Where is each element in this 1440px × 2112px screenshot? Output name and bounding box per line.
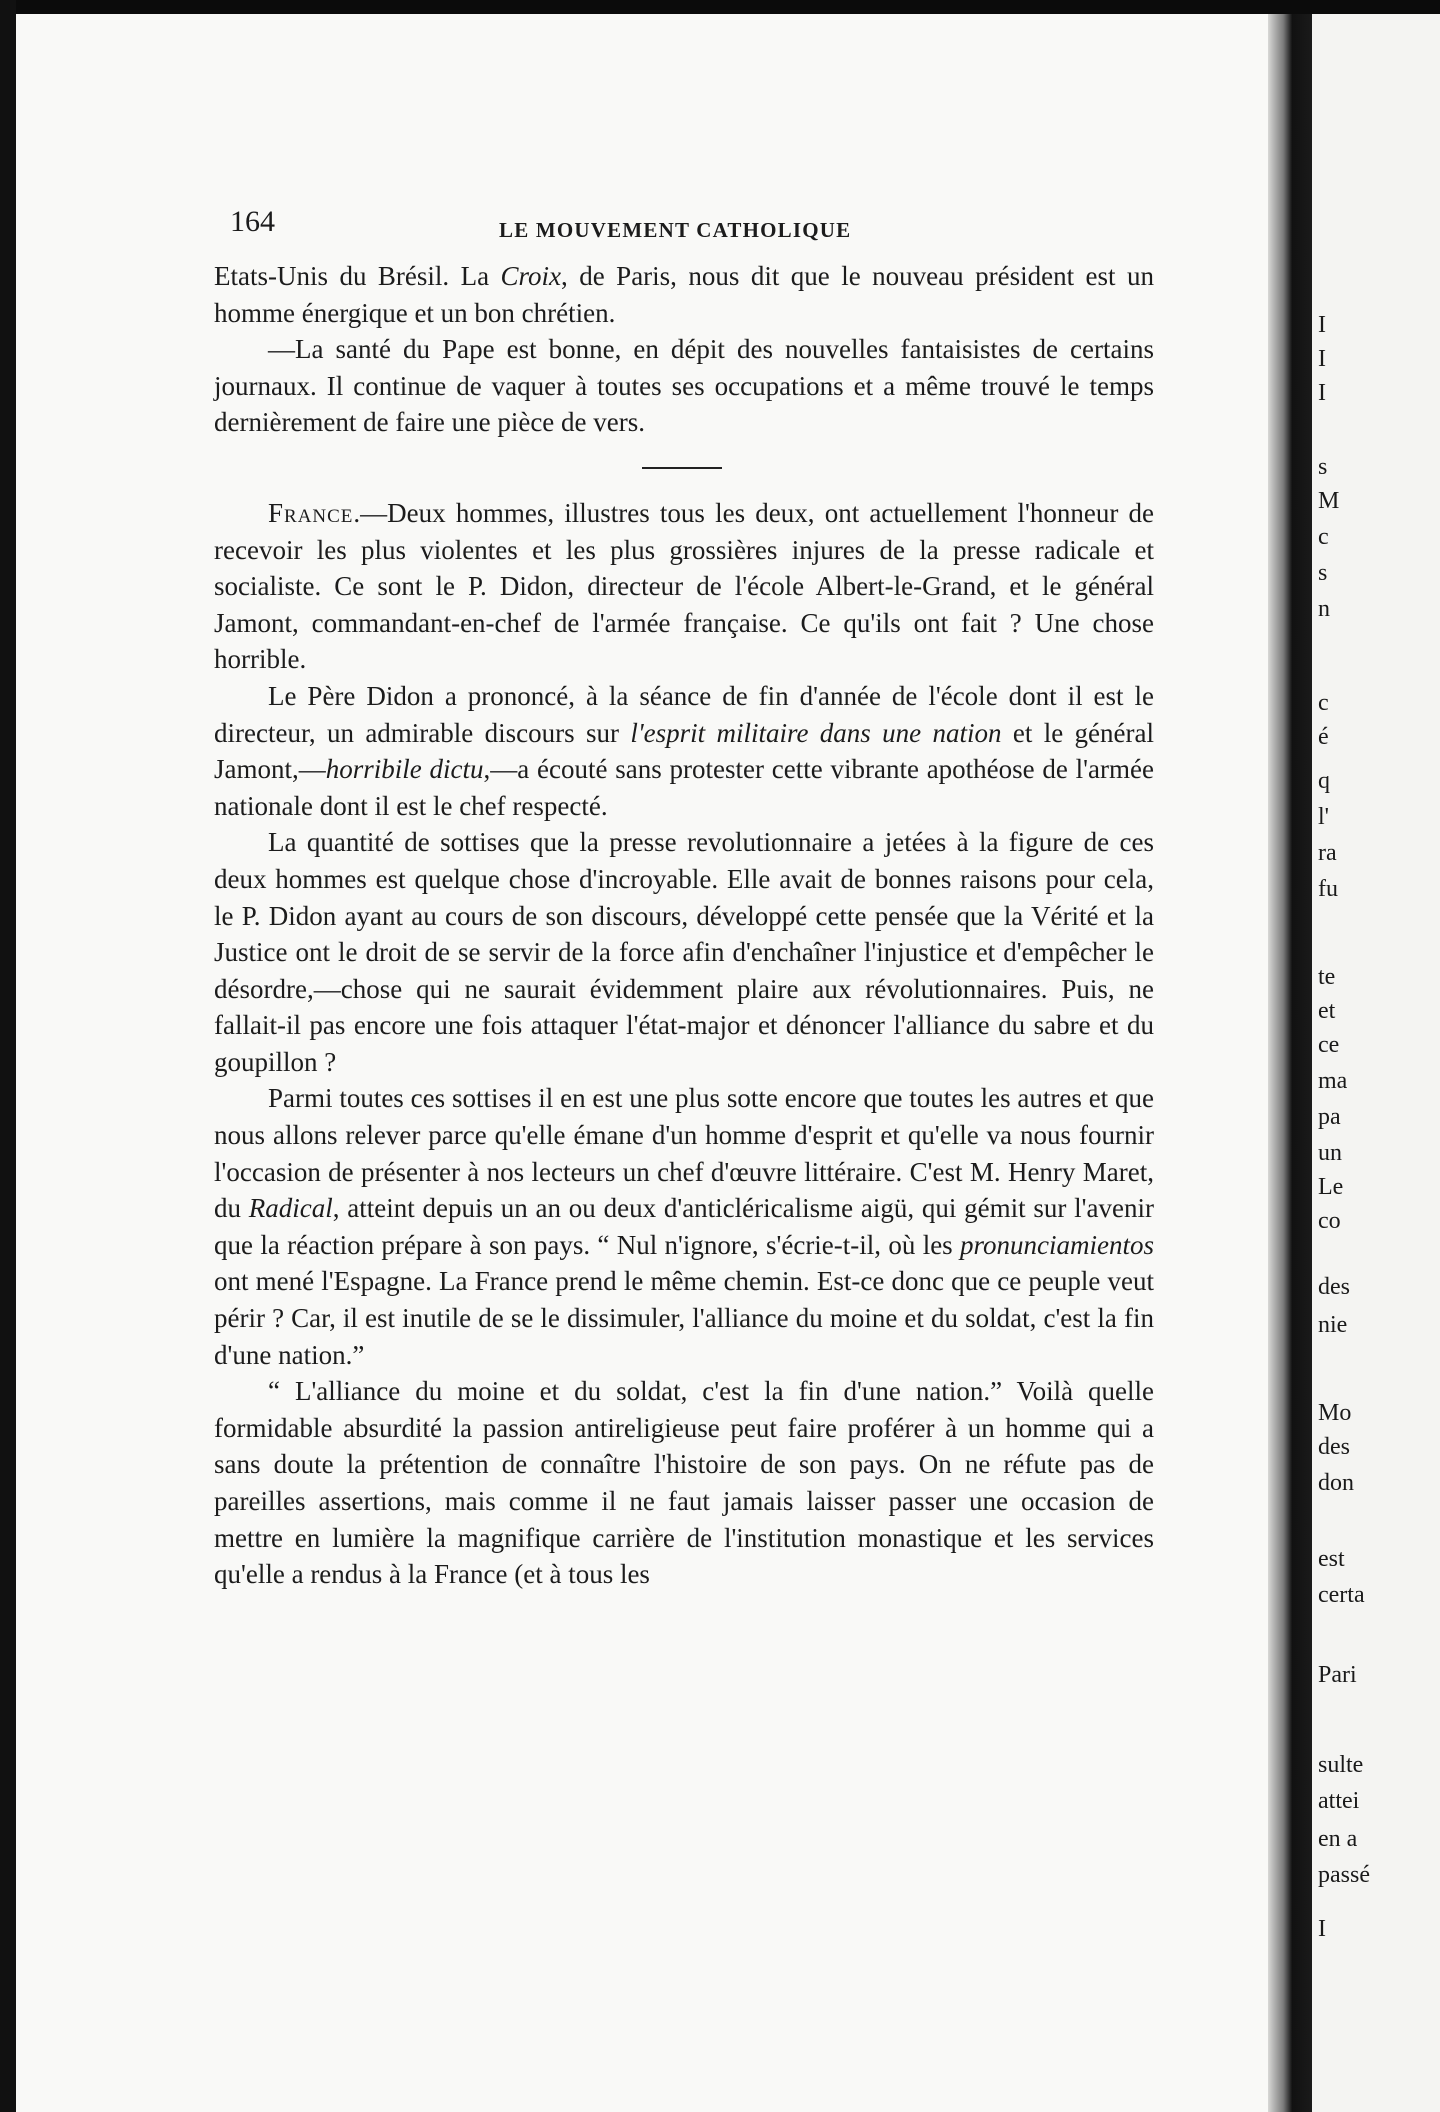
- paragraph-bresil: Etats-Unis du Brésil. La Croix, de Paris, nous dit que le nouveau président est un homme énergique et un bon chrétien.: [214, 261, 1154, 328]
- paragraph-sottises: La quantité de sottises que la presse revolutionnaire a jetées à la figure de ces deux hommes est quelque chose d'incroyable. Elle avait de bonnes raisons pour cela, le P. Didon ayant au cours de son discours, développé cette pensée que la Vérité et la Justice ont le droit de se servir de la force afin d'enchaîner l'injustice et d'empêcher le désordre,—chose qui ne saurait évidemment plaire aux révolutionnaires. Puis, ne fallait-il pas encore une fois attaquer l'état-major et dénoncer l'alliance du sabre et du goupillon ?: [214, 827, 1154, 1077]
- adjacent-page-fragment: c: [1318, 690, 1329, 716]
- scan-top-border: [0, 0, 1440, 14]
- adjacent-page-fragment: co: [1318, 1208, 1341, 1234]
- adjacent-page-fragment: des: [1318, 1274, 1350, 1300]
- adjacent-page-fragment: est: [1318, 1546, 1345, 1572]
- book-gutter: [1268, 14, 1312, 2112]
- adjacent-page-fragment: ma: [1318, 1068, 1348, 1094]
- adjacent-page-fragment: é: [1318, 724, 1329, 750]
- adjacent-page-fragment: Mo: [1318, 1400, 1352, 1426]
- adjacent-page-fragment: I: [1318, 380, 1326, 406]
- adjacent-page-fragment: q: [1318, 768, 1330, 794]
- adjacent-page-fragment: passé: [1318, 1862, 1370, 1888]
- adjacent-page-fragment: don: [1318, 1470, 1354, 1496]
- adjacent-page-fragment: pa: [1318, 1104, 1341, 1130]
- adjacent-page-fragment: certa: [1318, 1582, 1365, 1608]
- paragraph-maret: Parmi toutes ces sottises il en est une plus sotte encore que toutes les autres et que nous allons relever parce qu'elle émane d'un homme d'esprit et qu'elle va nous fournir l'occasion de présenter à nos lecteurs un chef d'œuvre littéraire. C'est M. Henry Maret, du Radical, atteint depuis un an ou deux d'anticléricalisme aigü, qui gémit sur l'avenir que la réaction prépare à son pays. “ Nul n'ignore, s'écrie-t-il, où les pronunciamientos ont mené l'Espagne. La France prend le même chemin. Est-ce donc que ce peuple veut périr ? Car, il est inutile de se le dissimuler, l'alliance du moine et du soldat, c'est la fin d'une nation.”: [214, 1083, 1155, 1370]
- adjacent-page-fragment: en a: [1318, 1826, 1358, 1852]
- adjacent-page-fragment: I: [1318, 312, 1326, 338]
- adjacent-page-fragment: un: [1318, 1140, 1342, 1166]
- adjacent-page: [1312, 14, 1440, 2112]
- paragraph-pape: —La santé du Pape est bonne, en dépit des nouvelles fantaisistes de certains journaux. Il continue de vaquer à toutes ses occupations et a même trouvé le temps dernièrement de faire une pièce de vers.: [214, 334, 1154, 438]
- adjacent-page-fragment: c: [1318, 524, 1329, 550]
- adjacent-page-fragment: I: [1318, 1916, 1326, 1942]
- adjacent-page-fragment: l': [1318, 804, 1329, 830]
- page-number: 164: [230, 205, 275, 238]
- scan-left-border: [0, 0, 16, 2112]
- adjacent-page-fragment: attei: [1318, 1788, 1360, 1814]
- adjacent-page-fragment: et: [1318, 998, 1336, 1024]
- adjacent-page-fragment: fu: [1318, 876, 1338, 902]
- adjacent-page-fragment: des: [1318, 1434, 1350, 1460]
- page-body: [214, 198, 1154, 1593]
- page-header: [214, 198, 1154, 258]
- adjacent-page-fragment: n: [1318, 596, 1330, 622]
- running-head: LE MOUVEMENT CATHOLIQUE: [499, 218, 852, 242]
- adjacent-page-fragment: sulte: [1318, 1752, 1364, 1778]
- adjacent-page-fragment: I: [1318, 346, 1326, 372]
- adjacent-page-fragment: s: [1318, 454, 1328, 480]
- adjacent-page-fragment: nie: [1318, 1312, 1348, 1338]
- adjacent-page-fragment: Le: [1318, 1174, 1344, 1200]
- paragraph-didon-discours: Le Père Didon a prononcé, à la séance de fin d'année de l'école dont il est le directeur, un admirable discours sur l'esprit militaire dans une nation et le général Jamont,—horribile dictu,—a écouté sans protester cette vibrante apothéose de l'armée nationale dont il est le chef respecté.: [214, 680, 1154, 821]
- adjacent-page-fragment: te: [1318, 964, 1336, 990]
- paragraph-alliance: “ L'alliance du moine et du soldat, c'est la fin d'une nation.” Voilà quelle formidable absurdité la passion antireligieuse peut faire proférer à un homme qui a sans doute la prétention de connaître l'histoire de son pays. On ne réfute pas de pareilles assertions, mais comme il ne faut jamais laisser passer une occasion de mettre en lumière la magnifique carrière de l'institution monastique et les services qu'elle a rendus à la France (et à tous les: [214, 1376, 1154, 1590]
- paragraph-france: France.—Deux hommes, illustres tous les deux, ont actuellement l'honneur de recevoir les plus violentes et les plus grossières injures de la presse radicale et socialiste. Ce sont le P. Didon, directeur de l'école Albert-le-Grand, et le général Jamont, commandant-en-chef de l'armée française. Ce qu'ils ont fait ? Une chose horrible.: [214, 497, 1154, 675]
- adjacent-page-fragment: ra: [1318, 840, 1337, 866]
- adjacent-page-fragment: M: [1318, 488, 1340, 514]
- section-divider: [642, 467, 722, 469]
- adjacent-page-fragment: Pari: [1318, 1662, 1357, 1688]
- adjacent-page-fragment: s: [1318, 560, 1328, 586]
- adjacent-page-fragment: ce: [1318, 1032, 1340, 1058]
